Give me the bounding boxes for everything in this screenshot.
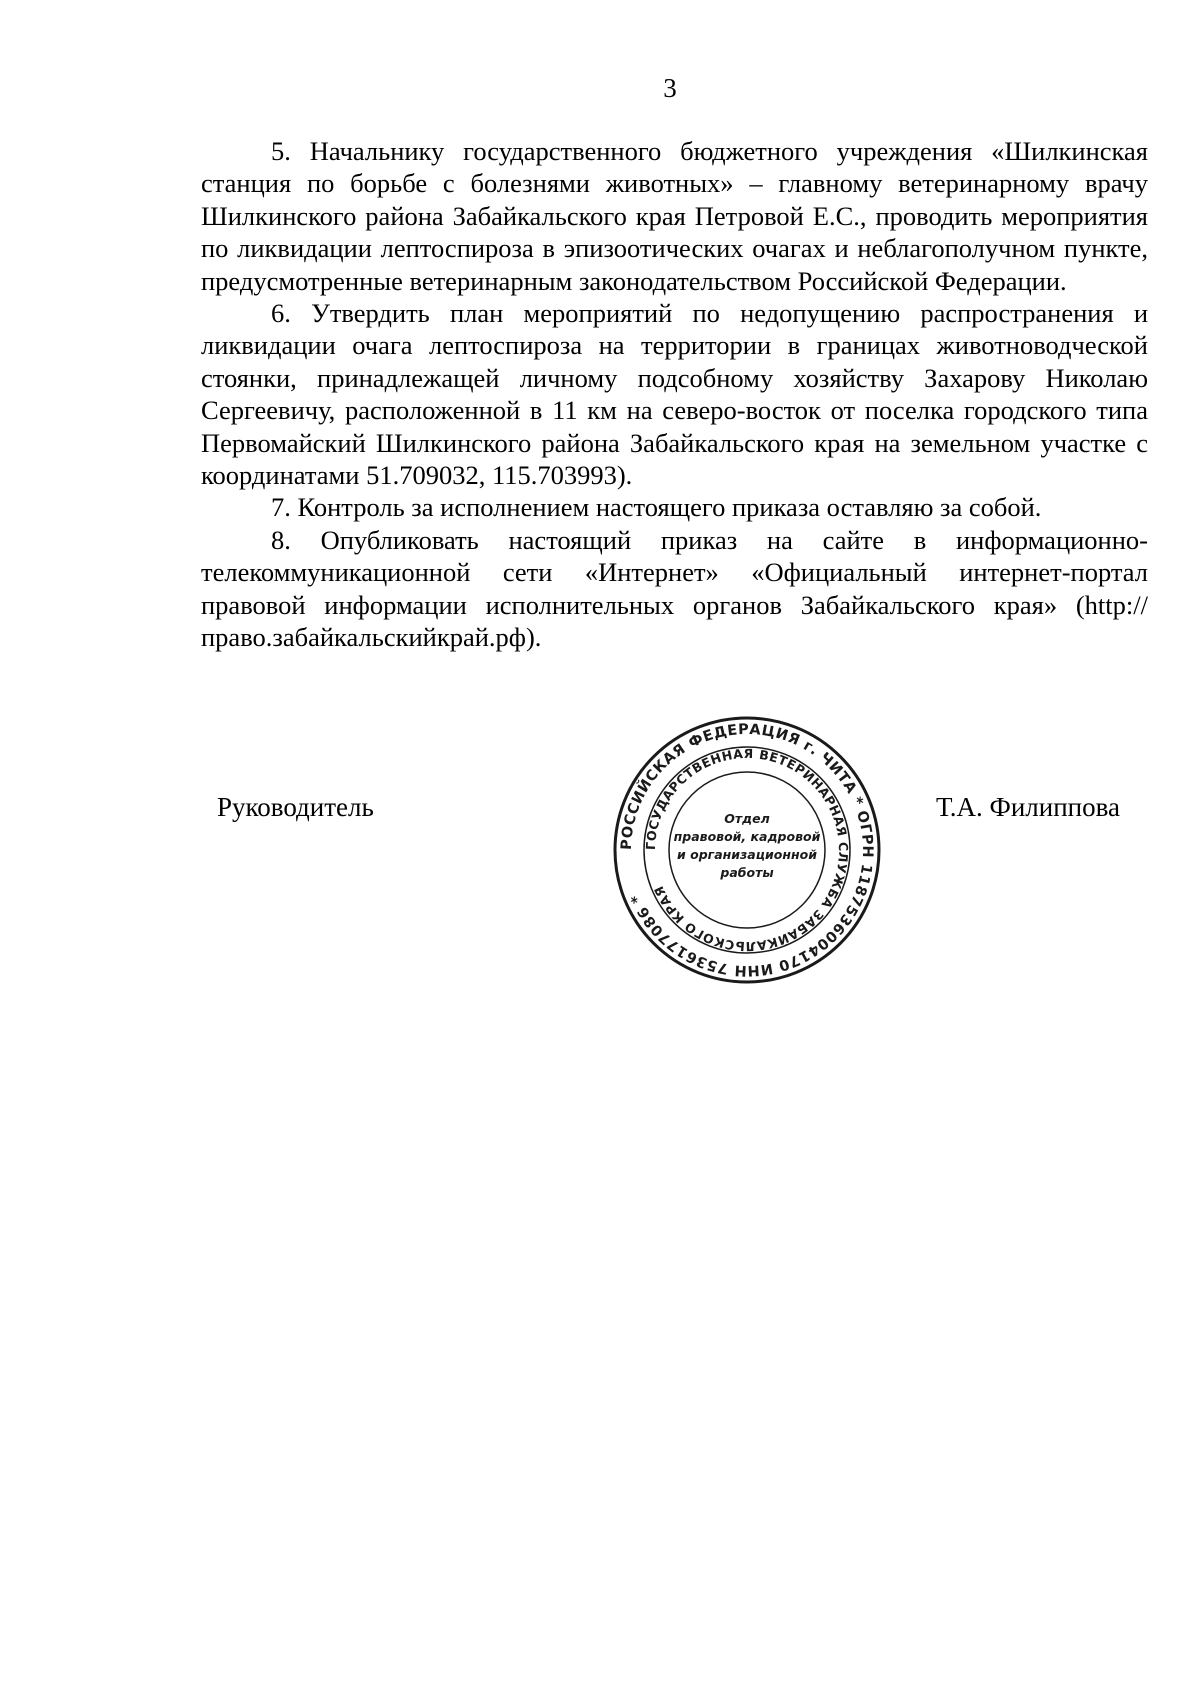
seal-outer-text: РОССИЙСКАЯ ФЕДЕРАЦИЯ г. ЧИТА * ОГРН 1187536004170 ИНН 7536177086 *	[618, 721, 876, 979]
seal-center-line-2: правовой, кадровой	[673, 829, 821, 844]
seal-center-line-1: Отдел	[724, 811, 770, 826]
official-seal	[612, 715, 882, 985]
paragraph-5: 5. Начальнику государственного бюджетного учреждения «Шилкинская станция по борьбе с болезнями животных» – главному ветеринарному врачу Шилкинского района Забайкальского края Петровой Е.С., проводить мероприятия по ликвидации лептоспироза в эпизоотических очагах и неблагополучном пункте, предусмотренные ветеринарным законодательством Российской Федерации.	[201, 136, 1148, 296]
paragraph-6: 6. Утвердить план мероприятий по недопущению распространения и ликвидации очага лептоспироза на территории в границах животноводческой стоянки, принадлежащей личному подсобному хозяйству Захарову Николаю Сергеевичу, расположенной в 11 км на северо-восток от поселка городского типа Первомайский Шилкинского района Забайкальского края на земельном участке с координатами 51.709032, 115.703993).	[201, 298, 1148, 491]
seal-center-line-3: и организационной	[677, 847, 817, 862]
paragraph-7: 7. Контроль за исполнением настоящего приказа оставляю за собой.	[271, 492, 1042, 523]
seal-graphic	[612, 715, 882, 985]
seal-inner-ring-text: ГОСУДАРСТВЕННАЯ ВЕТЕРИНАРНАЯ СЛУЖБА ЗАБАЙКАЛЬСКОГО КРАЯ	[642, 745, 852, 955]
seal-center-line-4: работы	[720, 865, 774, 880]
page-number: 3	[663, 73, 677, 103]
paragraph-8: 8. Опубликовать настоящий приказ на сайте в информационно-телекоммуникационной сети «Интернет» «Официальный интернет-портал правовой информации исполнительных органов Забайкальского края» (http://право.забайкальскийкрай.рф).	[201, 524, 1148, 653]
signature-name: Т.А. Филиппова	[935, 792, 1120, 822]
document-body	[201, 135, 1148, 654]
signature-role: Руководитель	[217, 792, 374, 822]
